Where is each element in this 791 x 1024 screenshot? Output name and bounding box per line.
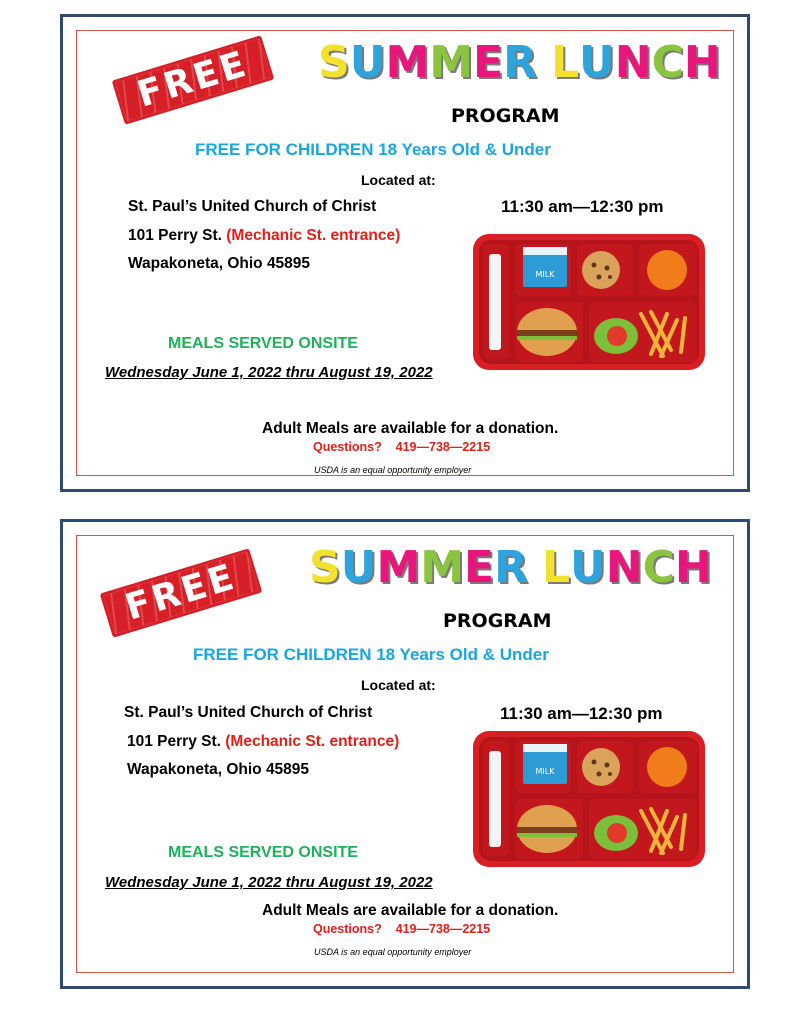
title-letter: U — [349, 37, 386, 88]
free-for-children: FREE FOR CHILDREN 18 Years Old & Under — [195, 140, 551, 159]
title-letter: R — [494, 542, 528, 593]
title-letter: M — [376, 542, 421, 593]
lunch-tray-image — [471, 729, 707, 869]
city-state-zip: Wapakoneta, Ohio 45895 — [127, 761, 310, 778]
meals-served-onsite: MEALS SERVED ONSITE — [168, 335, 358, 352]
title-summer-lunch — [318, 37, 721, 88]
free-stamp-text: FREE — [132, 43, 254, 116]
located-at-label: Located at: — [361, 172, 436, 188]
free-for-children: FREE FOR CHILDREN 18 Years Old & Under — [193, 645, 549, 664]
entrance-note: (Mechanic St. entrance) — [225, 733, 400, 750]
located-at-label: Located at: — [361, 677, 436, 693]
flyer-bottom — [60, 519, 750, 989]
meals-served-onsite: MEALS SERVED ONSITE — [168, 844, 358, 861]
church-name: St. Paul’s United Church of Christ — [128, 198, 377, 215]
title-letter: M — [429, 37, 474, 88]
title-letter: L — [550, 37, 580, 88]
adult-meals-note: Adult Meals are available for a donation. — [262, 420, 559, 437]
title-letter: M — [385, 37, 430, 88]
flyer-top — [60, 14, 750, 492]
service-dates: Wednesday June 1, 2022 thru August 19, 2022 — [105, 364, 433, 381]
title-letter: L — [541, 542, 571, 593]
title-letter: E — [473, 37, 504, 88]
program-label: PROGRAM — [451, 105, 560, 127]
lunch-tray-image — [471, 232, 707, 372]
entrance-note: (Mechanic St. entrance) — [226, 227, 401, 244]
title-letter: N — [614, 37, 652, 88]
free-stamp-text: FREE — [120, 556, 242, 629]
milk-carton-label: MILK — [535, 767, 555, 776]
title-letter: H — [683, 37, 721, 88]
title-letter: S — [309, 542, 341, 593]
title-letter: H — [674, 542, 712, 593]
title-letter: M — [420, 542, 465, 593]
usda-notice: USDA is an equal opportunity employer — [314, 465, 472, 475]
milk-carton-label: MILK — [535, 270, 555, 279]
title-letter: N — [605, 542, 643, 593]
questions-phone: Questions? 419—738—2215 — [313, 922, 491, 936]
street-address — [127, 733, 399, 751]
usda-notice: USDA is an equal opportunity employer — [314, 947, 472, 957]
street-address — [128, 227, 400, 245]
title-letter: E — [464, 542, 495, 593]
serving-time: 11:30 am—12:30 pm — [501, 197, 664, 216]
program-label: PROGRAM — [443, 610, 552, 632]
service-dates: Wednesday June 1, 2022 thru August 19, 2022 — [105, 874, 433, 891]
title-letter: C — [642, 542, 675, 593]
title-letter: S — [318, 37, 350, 88]
title-letter: C — [651, 37, 684, 88]
title-letter: U — [570, 542, 606, 593]
questions-phone: Questions? 419—738—2215 — [313, 440, 491, 454]
title-summer-lunch — [309, 542, 712, 593]
church-name: St. Paul’s United Church of Christ — [124, 704, 373, 721]
city-state-zip: Wapakoneta, Ohio 45895 — [128, 255, 311, 272]
title-letter: U — [579, 37, 615, 88]
street: 101 Perry St. — [127, 733, 221, 750]
title-letter: U — [340, 542, 377, 593]
serving-time: 11:30 am—12:30 pm — [500, 704, 663, 723]
title-letter: R — [503, 37, 537, 88]
street: 101 Perry St. — [128, 227, 222, 244]
adult-meals-note: Adult Meals are available for a donation. — [262, 902, 559, 919]
